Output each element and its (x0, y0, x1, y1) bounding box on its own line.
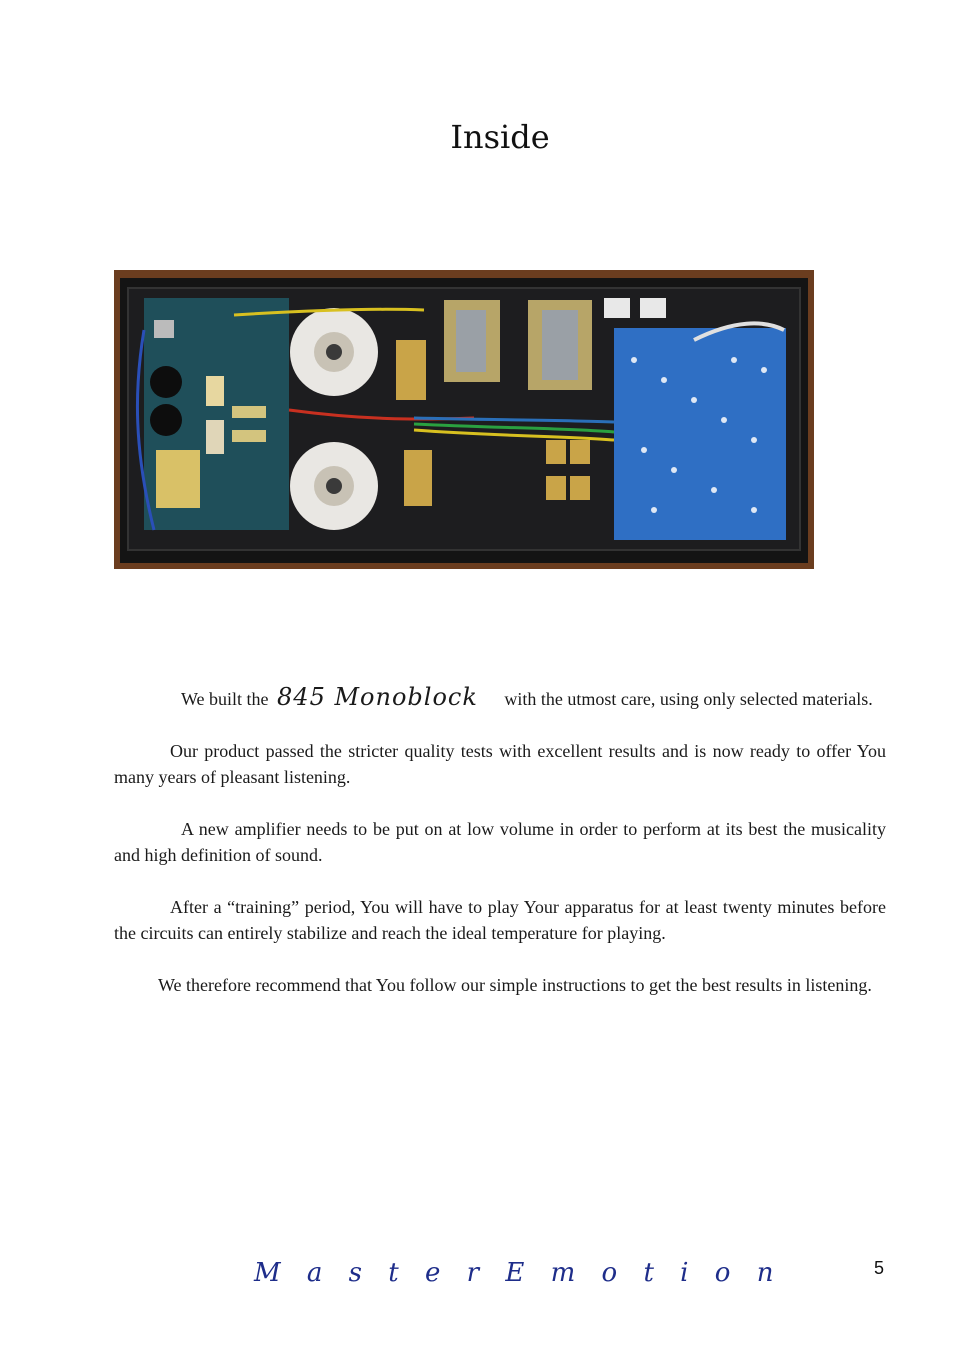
footer-brand-letter: a (306, 1258, 323, 1288)
page-number: 5 (874, 1258, 885, 1278)
body-text (114, 684, 886, 1024)
footer-brand-letter: m (550, 1258, 576, 1288)
footer-brand-letter: t (643, 1258, 654, 1288)
paragraph-4: After a “training” period, You will have to play Your apparatus for at least twenty minutes before the circuits can entirely stabilize and reach the ideal temperature for playing. (114, 897, 886, 943)
footer-brand (254, 1258, 791, 1288)
footer-brand-letter: o (601, 1258, 618, 1288)
amplifier-interior-photo (114, 270, 814, 569)
footer-brand-letter: t (388, 1258, 399, 1288)
paragraph-1-end: with the utmost care, using only selected materials. (504, 689, 873, 709)
footer-brand-letter: o (714, 1258, 731, 1288)
footer-brand-letter: i (680, 1258, 689, 1288)
footer-brand-letter: M (254, 1258, 281, 1288)
page-title: Inside (450, 118, 550, 156)
footer-brand-letter: e (425, 1258, 441, 1288)
footer-brand-letter: r (466, 1258, 480, 1288)
paragraph-5: We therefore recommend that You follow our simple instructions to get the best results in listening. (158, 975, 872, 995)
footer-brand-letter: n (756, 1258, 774, 1288)
footer-brand-letter: E (505, 1258, 525, 1288)
footer-brand-letter: s (348, 1258, 363, 1288)
product-name: 845 Monoblock (277, 683, 478, 711)
paragraph-3: A new amplifier needs to be put on at low volume in order to perform at its best the musicality and high definition of sound. (114, 819, 886, 865)
paragraph-1 (114, 684, 886, 712)
paragraph-2: Our product passed the stricter quality tests with excellent results and is now ready to offer You many years of pleasant listening. (114, 741, 886, 787)
paragraph-1-start: We built the (181, 689, 269, 709)
